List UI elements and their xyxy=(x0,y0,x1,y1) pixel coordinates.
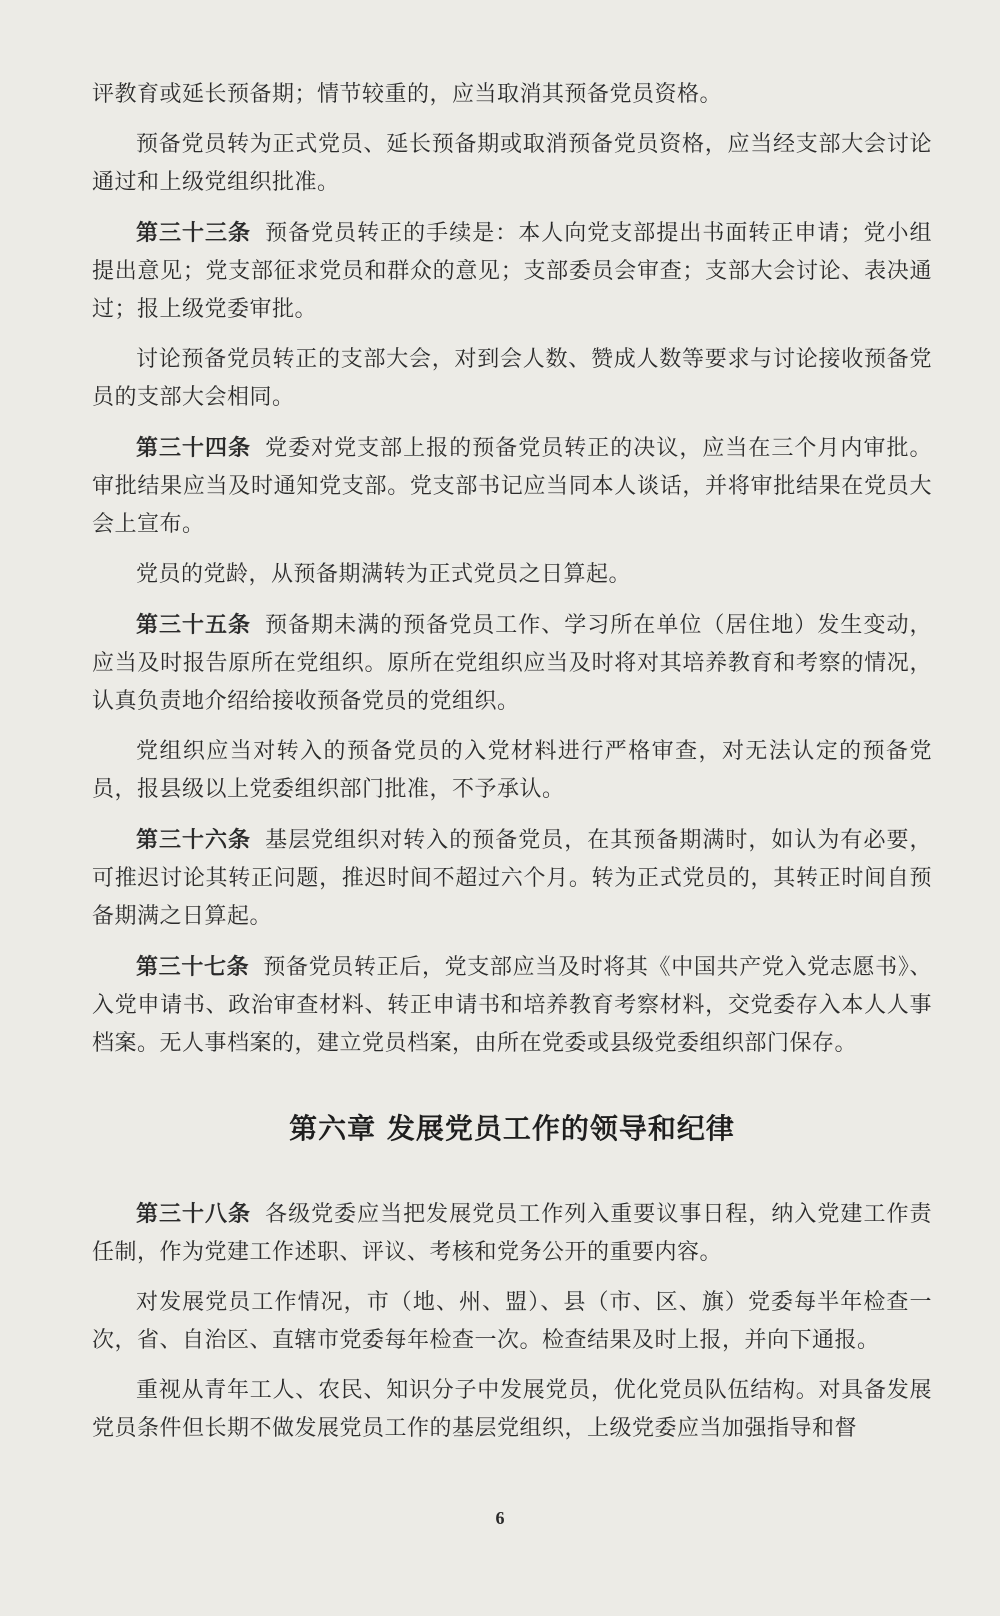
paragraph xyxy=(92,126,932,202)
paragraph-text: 预备期未满的预备党员工作、学习所在单位（居住地）发生变动，应当及时报告原所在党组织。原所在党组织应当及时将对其培养教育和考察的情况，认真负责地介绍给接收预备党员的党组织。 xyxy=(92,613,932,714)
article-number: 第三十四条 xyxy=(136,435,252,461)
paragraph xyxy=(92,341,932,417)
article-paragraph xyxy=(92,821,932,936)
paragraph xyxy=(92,76,932,114)
paragraph-text: 党员的党龄，从预备期满转为正式党员之日算起。 xyxy=(136,562,632,587)
article-number: 第三十三条 xyxy=(136,220,252,246)
paragraph-text: 预备党员转为正式党员、延长预备期或取消预备党员资格，应当经支部大会讨论通过和上级党组织批准。 xyxy=(92,132,932,195)
article-paragraph xyxy=(92,429,932,544)
article-number: 第三十八条 xyxy=(136,1201,252,1227)
paragraph-text: 各级党委应当把发展党员工作列入重要议事日程，纳入党建工作责任制，作为党建工作述职、评议、考核和党务公开的重要内容。 xyxy=(92,1202,932,1265)
paragraph xyxy=(92,733,932,809)
article-number: 第三十五条 xyxy=(136,612,252,638)
page-number: 6 xyxy=(495,1508,505,1528)
paragraph xyxy=(92,556,932,594)
paragraph-text: 讨论预备党员转正的支部大会，对到会人数、赞成人数等要求与讨论接收预备党员的支部大会相同。 xyxy=(92,347,932,410)
paragraph-text: 预备党员转正后，党支部应当及时将其《中国共产党入党志愿书》、入党申请书、政治审查材料、转正申请书和培养教育考察材料，交党委存入本人人事档案。无人事档案的，建立党员档案，由所在党委或县级党委组织部门保存。 xyxy=(92,955,932,1056)
article-paragraph xyxy=(92,1195,932,1272)
document-body xyxy=(92,76,932,1448)
article-paragraph xyxy=(92,606,932,721)
paragraph xyxy=(92,1372,932,1448)
paragraph-text: 党委对党支部上报的预备党员转正的决议，应当在三个月内审批。审批结果应当及时通知党支部。党支部书记应当同本人谈话，并将审批结果在党员大会上宣布。 xyxy=(92,436,932,537)
paragraph-text: 预备党员转正的手续是：本人向党支部提出书面转正申请；党小组提出意见；党支部征求党员和群众的意见；支部委员会审查；支部大会讨论、表决通过；报上级党委审批。 xyxy=(92,221,932,322)
paragraph xyxy=(92,1284,932,1360)
paragraph-text: 评教育或延长预备期；情节较重的，应当取消其预备党员资格。 xyxy=(92,82,723,107)
chapter-heading: 第六章 发展党员工作的领导和纪律 xyxy=(289,1112,735,1145)
article-paragraph xyxy=(92,948,932,1063)
paragraph-text: 党组织应当对转入的预备党员的入党材料进行严格审查，对无法认定的预备党员，报县级以上党委组织部门批准，不予承认。 xyxy=(92,739,932,802)
article-paragraph xyxy=(92,214,932,329)
article-number: 第三十七条 xyxy=(136,954,250,980)
article-number: 第三十六条 xyxy=(136,827,252,853)
paragraph-text: 重视从青年工人、农民、知识分子中发展党员，优化党员队伍结构。对具备发展党员条件但长期不做发展党员工作的基层党组织，上级党委应当加强指导和督 xyxy=(92,1378,932,1441)
paragraph-text: 对发展党员工作情况，市（地、州、盟）、县（市、区、旗）党委每半年检查一次，省、自治区、直辖市党委每年检查一次。检查结果及时上报，并向下通报。 xyxy=(92,1290,932,1353)
paragraph-text: 基层党组织对转入的预备党员，在其预备期满时，如认为有必要，可推迟讨论其转正问题，推迟时间不超过六个月。转为正式党员的，其转正时间自预备期满之日算起。 xyxy=(92,828,932,929)
